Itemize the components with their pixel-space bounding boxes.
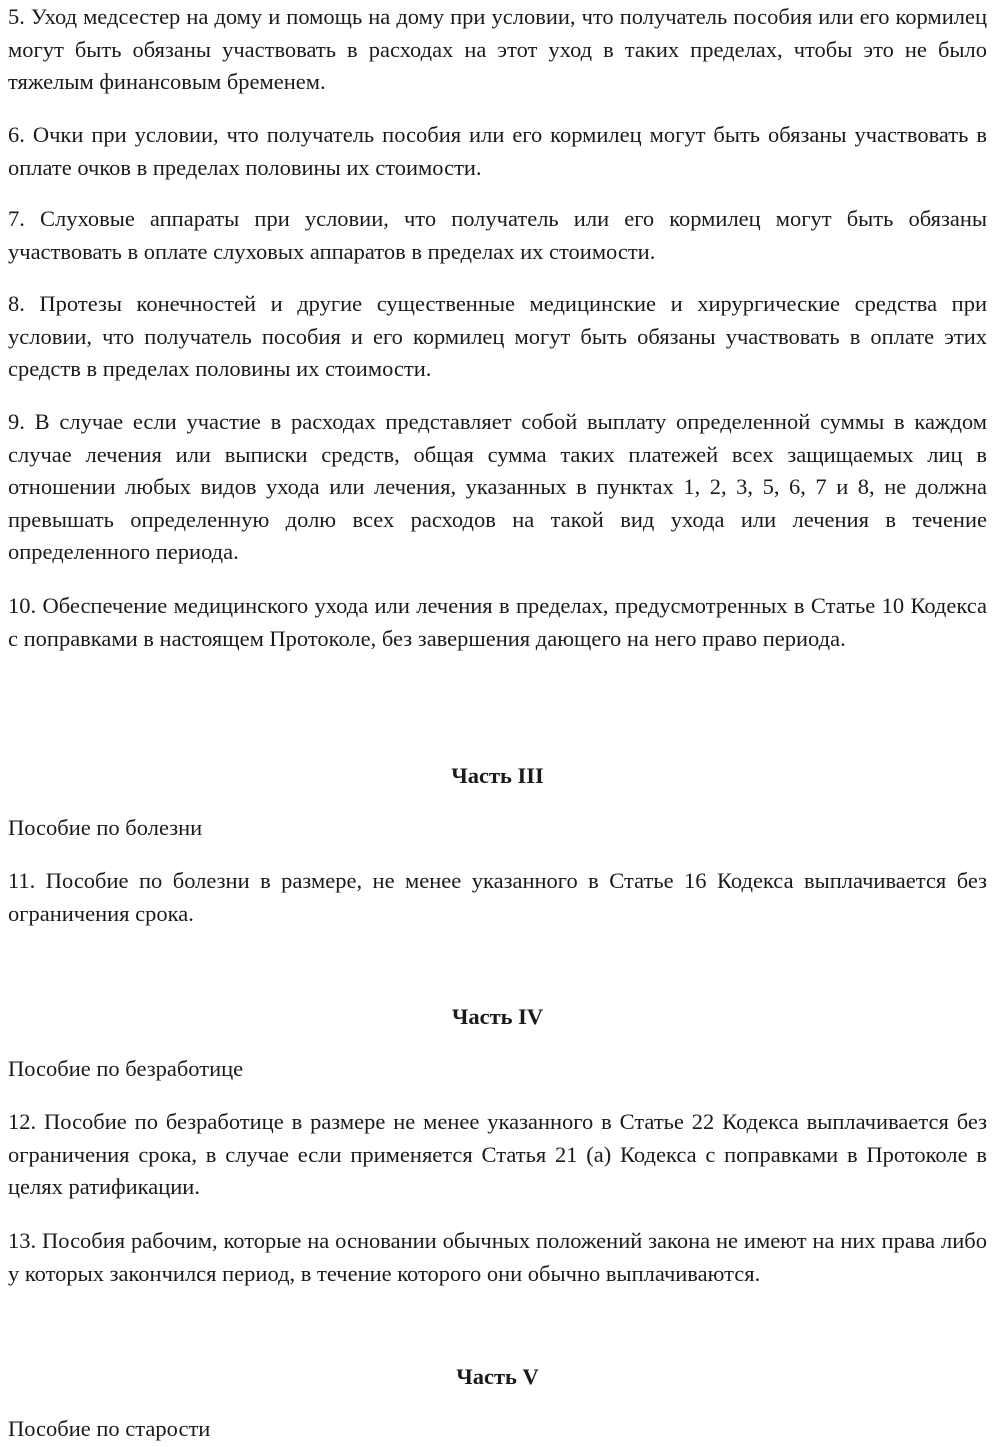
section-heading-part-3: Часть III: [451, 763, 544, 788]
paragraph-13: 13. Пособия рабочим, которые на основании обычных положений закона не имеют на них права либо у которых закончился период, в течение которого они обычно выплачиваются.: [8, 1228, 987, 1286]
paragraph-8: 8. Протезы конечностей и другие существенные медицинские и хирургические средства при условии, что получатель пособия и его кормилец могут быть обязаны участвовать в оплате этих средств в пределах половины их стоимости.: [8, 291, 987, 381]
section-subtitle-part-5: Пособие по старости: [8, 1416, 211, 1441]
paragraph-7: 7. Слуховые аппараты при условии, что получатель или его кормилец могут быть обязаны участвовать в оплате слуховых аппаратов в пределах их стоимости.: [8, 206, 987, 264]
paragraph-5: 5. Уход медсестер на дому и помощь на дому при условии, что получатель пособия или его кормилец могут быть обязаны участвовать в расходах на этот уход в таких пределах, чтобы это не было тяжелым финансовым бременем.: [8, 4, 987, 94]
paragraph-11: 11. Пособие по болезни в размере, не менее указанного в Статье 16 Кодекса выплачивается без ограничения срока.: [8, 868, 987, 926]
paragraph-10: 10. Обеспечение медицинского ухода или лечения в пределах, предусмотренных в Статье 10 Кодекса с поправками в настоящем Протоколе, без завершения дающего на него право периода.: [8, 593, 987, 651]
paragraph-6: 6. Очки при условии, что получатель пособия или его кормилец могут быть обязаны участвовать в оплате очков в пределах половины их стоимости.: [8, 122, 987, 180]
section-heading-part-4: Часть IV: [451, 1004, 544, 1029]
section-heading-part-5: Часть V: [456, 1364, 539, 1389]
paragraph-12: 12. Пособие по безработице в размере не менее указанного в Статье 22 Кодекса выплачивается без ограничения срока, в случае если применяется Статья 21 (а) Кодекса с поправками в Протоколе в целях ратификации.: [8, 1109, 987, 1199]
paragraph-9: 9. В случае если участие в расходах представляет собой выплату определенной суммы в каждом случае лечения или выписки средств, общая сумма таких платежей всех защищаемых лиц в отношении любых видов ухода или лечения, указанных в пунктах 1, 2, 3, 5, 6, 7 и 8, не должна превышать определенную долю всех расходов на такой вид ухода или лечения в течение определенного периода.: [8, 409, 987, 564]
section-subtitle-part-4: Пособие по безработице: [8, 1056, 244, 1081]
section-subtitle-part-3: Пособие по болезни: [8, 815, 203, 840]
